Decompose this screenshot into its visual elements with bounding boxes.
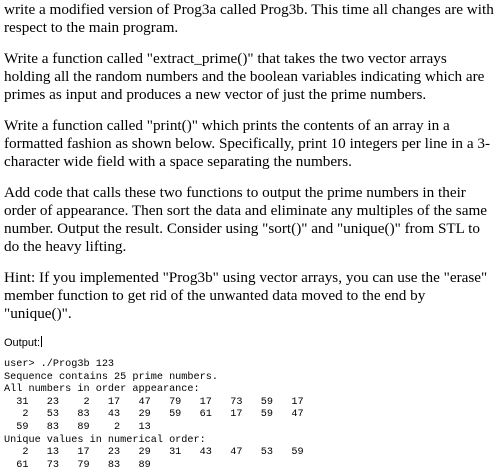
paragraph-hint: Hint: If you implemented "Prog3b" using vector arrays, you can use the "erase" member function to get rid of the unwanted data moved to the end by "unique()". bbox=[4, 269, 488, 322]
document bbox=[4, 0, 496, 472]
terminal-line: Unique values in numerical order: bbox=[4, 434, 206, 446]
terminal-line: 31 23 2 17 47 79 17 73 59 17 bbox=[4, 396, 304, 408]
terminal-line: user> ./Prog3b 123 bbox=[4, 359, 115, 370]
terminal-line: All numbers in order appearance: bbox=[4, 384, 200, 396]
terminal-line: Sequence contains 25 prime numbers. bbox=[4, 371, 218, 383]
terminal-line: 59 83 89 2 13 bbox=[4, 421, 151, 433]
terminal-line: 2 53 83 43 29 59 61 17 59 47 bbox=[4, 409, 304, 421]
paragraph-intro: write a modified version of Prog3a called Prog3b. This time all changes are with respect to the main program. bbox=[4, 1, 494, 36]
text-cursor bbox=[41, 336, 42, 347]
terminal-line: 61 73 79 83 89 bbox=[4, 459, 151, 471]
paragraph-add-code: Add code that calls these two functions to output the prime numbers in their order of appearance. Then sort the data and eliminate any multiples of the same number. Output the result. Consider using "sort()" and "unique()" from STL to do the heavy lifting. bbox=[4, 184, 488, 255]
output-label bbox=[4, 336, 496, 350]
output-label-text: Output: bbox=[4, 337, 41, 349]
paragraph-print: Write a function called "print()" which prints the contents of an array in a formatted fashion as shown below. Specifically, print 10 integers per line in a 3-character wide field with a space separating the numbers. bbox=[4, 117, 491, 170]
terminal-output bbox=[4, 359, 496, 472]
terminal-line: 2 13 17 23 29 31 43 47 53 59 bbox=[4, 447, 304, 459]
paragraph-extract-prime: Write a function called "extract_prime()" that takes the two vector arrays holding all the random numbers and the boolean variables indicating which are primes as input and produces a new vector of just the prime numbers. bbox=[4, 50, 485, 103]
